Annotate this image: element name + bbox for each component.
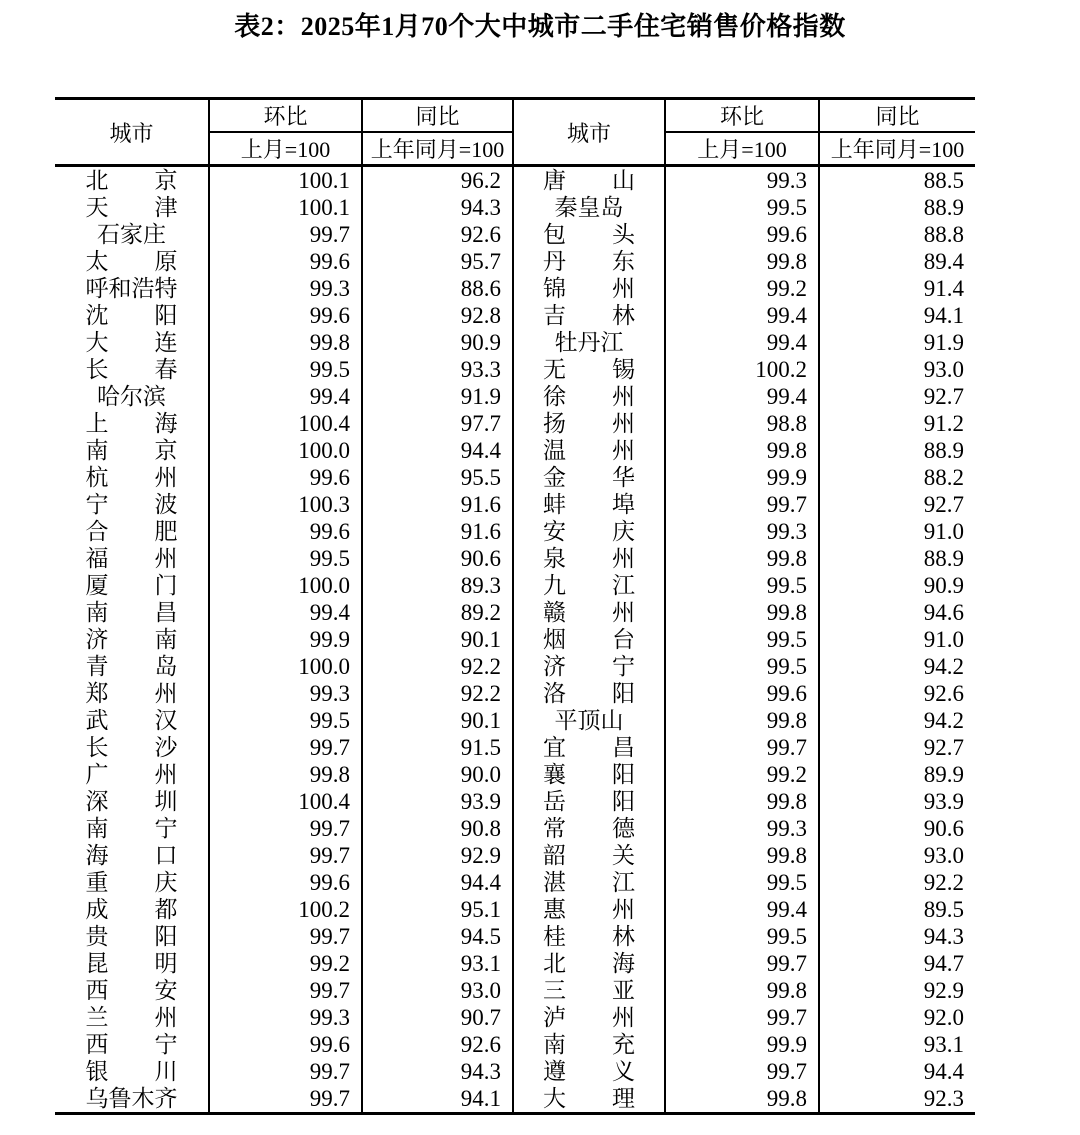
mom-value-cell: 100.2 xyxy=(665,356,819,383)
yoy-value-cell: 89.3 xyxy=(362,572,513,599)
city-cell: 成 都 xyxy=(85,897,178,922)
table-row xyxy=(55,248,975,275)
city-cell: 桂 林 xyxy=(513,923,665,950)
yoy-value-cell: 88.6 xyxy=(362,275,513,302)
mom-value-cell: 99.3 xyxy=(665,166,819,195)
city-cell: 安 庆 xyxy=(513,518,665,545)
mom-value-cell: 100.4 xyxy=(209,788,362,815)
table-row xyxy=(55,734,975,761)
table-row xyxy=(55,626,975,653)
table-row xyxy=(55,653,975,680)
table-row xyxy=(55,815,975,842)
table-row xyxy=(55,518,975,545)
mom-value-cell: 99.7 xyxy=(665,950,819,977)
yoy-value-cell: 91.5 xyxy=(362,734,513,761)
city-cell: 贵 阳 xyxy=(85,924,178,949)
mom-value-cell: 99.4 xyxy=(209,599,362,626)
header-yoy-right: 同比 xyxy=(819,99,975,133)
mom-value-cell: 99.6 xyxy=(209,518,362,545)
mom-value-cell: 99.3 xyxy=(665,518,819,545)
city-cell: 包 头 xyxy=(513,221,665,248)
city-cell: 赣 州 xyxy=(513,599,665,626)
mom-value-cell: 99.8 xyxy=(665,977,819,1004)
yoy-value-cell: 92.2 xyxy=(362,680,513,707)
city-cell: 呼和浩特 xyxy=(85,276,178,301)
yoy-value-cell: 94.1 xyxy=(819,302,975,329)
mom-value-cell: 99.4 xyxy=(665,329,819,356)
city-cell: 宜 昌 xyxy=(513,734,665,761)
header-mom-left: 环比 xyxy=(209,99,362,133)
city-cell: 青 岛 xyxy=(85,654,178,679)
mom-value-cell: 99.6 xyxy=(209,464,362,491)
mom-value-cell: 100.2 xyxy=(209,896,362,923)
mom-value-cell: 99.7 xyxy=(665,491,819,518)
table-row xyxy=(55,1004,975,1031)
city-cell: 襄 阳 xyxy=(513,761,665,788)
city-cell: 徐 州 xyxy=(513,383,665,410)
city-cell: 吉 林 xyxy=(513,302,665,329)
mom-value-cell: 99.2 xyxy=(665,275,819,302)
mom-value-cell: 99.8 xyxy=(665,842,819,869)
table-row xyxy=(55,761,975,788)
table-row xyxy=(55,1031,975,1058)
table-row xyxy=(55,166,975,195)
mom-value-cell: 99.3 xyxy=(209,1004,362,1031)
yoy-value-cell: 90.6 xyxy=(819,815,975,842)
table-row xyxy=(55,950,975,977)
city-cell: 洛 阳 xyxy=(513,680,665,707)
mom-value-cell: 99.7 xyxy=(209,221,362,248)
city-cell: 厦 门 xyxy=(85,573,178,598)
mom-value-cell: 99.8 xyxy=(665,545,819,572)
mom-value-cell: 99.7 xyxy=(665,734,819,761)
city-cell: 遵 义 xyxy=(513,1058,665,1085)
yoy-value-cell: 92.7 xyxy=(819,491,975,518)
yoy-value-cell: 92.8 xyxy=(362,302,513,329)
mom-value-cell: 99.8 xyxy=(209,329,362,356)
city-cell: 丹 东 xyxy=(513,248,665,275)
yoy-value-cell: 90.9 xyxy=(362,329,513,356)
yoy-value-cell: 94.3 xyxy=(362,194,513,221)
table-row xyxy=(55,221,975,248)
mom-value-cell: 100.0 xyxy=(209,572,362,599)
yoy-value-cell: 90.0 xyxy=(362,761,513,788)
mom-value-cell: 99.8 xyxy=(209,761,362,788)
yoy-value-cell: 94.2 xyxy=(819,707,975,734)
mom-value-cell: 99.5 xyxy=(209,545,362,572)
table-row xyxy=(55,977,975,1004)
header-city-right: 城市 xyxy=(513,99,665,166)
city-cell: 杭 州 xyxy=(85,465,178,490)
city-cell: 海 口 xyxy=(85,843,178,868)
city-cell: 九 江 xyxy=(513,572,665,599)
yoy-value-cell: 91.0 xyxy=(819,626,975,653)
city-cell: 沈 阳 xyxy=(85,303,178,328)
yoy-value-cell: 97.7 xyxy=(362,410,513,437)
city-cell: 石家庄 xyxy=(97,222,166,247)
table-row xyxy=(55,680,975,707)
mom-value-cell: 99.7 xyxy=(209,815,362,842)
city-cell: 乌鲁木齐 xyxy=(85,1086,178,1111)
mom-value-cell: 99.2 xyxy=(665,761,819,788)
table-row xyxy=(55,491,975,518)
table-row xyxy=(55,1085,975,1114)
table-row xyxy=(55,329,975,356)
yoy-value-cell: 88.5 xyxy=(819,166,975,195)
yoy-value-cell: 94.7 xyxy=(819,950,975,977)
mom-value-cell: 99.8 xyxy=(665,788,819,815)
yoy-value-cell: 94.4 xyxy=(819,1058,975,1085)
mom-value-cell: 100.1 xyxy=(209,194,362,221)
yoy-value-cell: 88.9 xyxy=(819,194,975,221)
yoy-value-cell: 92.9 xyxy=(819,977,975,1004)
city-cell: 泉 州 xyxy=(513,545,665,572)
mom-value-cell: 99.7 xyxy=(209,977,362,1004)
mom-value-cell: 99.7 xyxy=(209,1058,362,1085)
city-cell: 金 华 xyxy=(513,464,665,491)
yoy-value-cell: 93.0 xyxy=(819,356,975,383)
mom-value-cell: 99.8 xyxy=(665,707,819,734)
city-cell: 惠 州 xyxy=(513,896,665,923)
mom-value-cell: 99.7 xyxy=(665,1004,819,1031)
yoy-value-cell: 95.5 xyxy=(362,464,513,491)
mom-value-cell: 99.8 xyxy=(665,599,819,626)
yoy-value-cell: 90.1 xyxy=(362,707,513,734)
city-cell: 韶 关 xyxy=(513,842,665,869)
table-row xyxy=(55,383,975,410)
yoy-value-cell: 89.5 xyxy=(819,896,975,923)
yoy-value-cell: 93.0 xyxy=(362,977,513,1004)
mom-value-cell: 99.8 xyxy=(665,1085,819,1114)
table-row xyxy=(55,896,975,923)
yoy-value-cell: 92.6 xyxy=(362,1031,513,1058)
yoy-value-cell: 90.9 xyxy=(819,572,975,599)
table-row xyxy=(55,707,975,734)
table-row xyxy=(55,464,975,491)
yoy-value-cell: 92.7 xyxy=(819,383,975,410)
mom-value-cell: 100.4 xyxy=(209,410,362,437)
mom-value-cell: 100.3 xyxy=(209,491,362,518)
mom-value-cell: 99.7 xyxy=(209,923,362,950)
city-cell: 济 南 xyxy=(85,627,178,652)
yoy-value-cell: 92.3 xyxy=(819,1085,975,1114)
table-row xyxy=(55,302,975,329)
yoy-value-cell: 90.8 xyxy=(362,815,513,842)
city-cell: 南 充 xyxy=(513,1031,665,1058)
city-cell: 重 庆 xyxy=(85,870,178,895)
mom-value-cell: 99.9 xyxy=(665,1031,819,1058)
table-row xyxy=(55,410,975,437)
city-cell: 牡丹江 xyxy=(513,329,665,356)
city-cell: 常 德 xyxy=(513,815,665,842)
table-row xyxy=(55,194,975,221)
yoy-value-cell: 88.8 xyxy=(819,221,975,248)
mom-value-cell: 99.9 xyxy=(665,464,819,491)
city-cell: 湛 江 xyxy=(513,869,665,896)
yoy-value-cell: 94.4 xyxy=(362,869,513,896)
mom-value-cell: 99.4 xyxy=(665,302,819,329)
city-cell: 三 亚 xyxy=(513,977,665,1004)
mom-value-cell: 99.3 xyxy=(209,275,362,302)
city-cell: 哈尔滨 xyxy=(97,384,166,409)
table-row xyxy=(55,1058,975,1085)
yoy-value-cell: 94.1 xyxy=(362,1085,513,1114)
header-yoy-base-left: 上年同月=100 xyxy=(362,132,513,166)
city-cell: 蚌 埠 xyxy=(513,491,665,518)
yoy-value-cell: 91.6 xyxy=(362,491,513,518)
header-mom-right: 环比 xyxy=(665,99,819,133)
yoy-value-cell: 91.2 xyxy=(819,410,975,437)
yoy-value-cell: 96.2 xyxy=(362,166,513,195)
mom-value-cell: 99.7 xyxy=(209,842,362,869)
mom-value-cell: 99.6 xyxy=(665,680,819,707)
mom-value-cell: 99.7 xyxy=(209,1085,362,1114)
yoy-value-cell: 93.3 xyxy=(362,356,513,383)
table-body xyxy=(55,166,975,1114)
city-cell: 西 宁 xyxy=(85,1032,178,1057)
city-cell: 大 连 xyxy=(85,330,178,355)
city-cell: 昆 明 xyxy=(85,951,178,976)
mom-value-cell: 99.4 xyxy=(209,383,362,410)
header-mom-base-left: 上月=100 xyxy=(209,132,362,166)
yoy-value-cell: 92.9 xyxy=(362,842,513,869)
city-cell: 上 海 xyxy=(85,411,178,436)
mom-value-cell: 99.7 xyxy=(665,1058,819,1085)
city-cell: 长 春 xyxy=(85,357,178,382)
yoy-value-cell: 92.6 xyxy=(362,221,513,248)
yoy-value-cell: 92.6 xyxy=(819,680,975,707)
yoy-value-cell: 94.3 xyxy=(362,1058,513,1085)
mom-value-cell: 99.6 xyxy=(209,302,362,329)
city-cell: 深 圳 xyxy=(85,789,178,814)
mom-value-cell: 99.8 xyxy=(665,248,819,275)
city-cell: 平顶山 xyxy=(513,707,665,734)
table-row xyxy=(55,923,975,950)
table-row xyxy=(55,788,975,815)
city-cell: 天 津 xyxy=(85,195,178,220)
mom-value-cell: 99.5 xyxy=(665,923,819,950)
city-cell: 广 州 xyxy=(85,762,178,787)
mom-value-cell: 100.0 xyxy=(209,437,362,464)
mom-value-cell: 98.8 xyxy=(665,410,819,437)
table-row xyxy=(55,356,975,383)
city-cell: 济 宁 xyxy=(513,653,665,680)
table-row xyxy=(55,275,975,302)
yoy-value-cell: 91.4 xyxy=(819,275,975,302)
yoy-value-cell: 94.3 xyxy=(819,923,975,950)
table-row xyxy=(55,869,975,896)
table-header xyxy=(55,99,975,166)
city-cell: 无 锡 xyxy=(513,356,665,383)
yoy-value-cell: 94.6 xyxy=(819,599,975,626)
yoy-value-cell: 88.2 xyxy=(819,464,975,491)
city-cell: 兰 州 xyxy=(85,1005,178,1030)
table-row xyxy=(55,545,975,572)
header-yoy-left: 同比 xyxy=(362,99,513,133)
mom-value-cell: 99.5 xyxy=(665,194,819,221)
table-row xyxy=(55,599,975,626)
mom-value-cell: 99.7 xyxy=(209,734,362,761)
city-cell: 武 汉 xyxy=(85,708,178,733)
header-yoy-base-right: 上年同月=100 xyxy=(819,132,975,166)
mom-value-cell: 99.6 xyxy=(665,221,819,248)
mom-value-cell: 99.4 xyxy=(665,896,819,923)
yoy-value-cell: 91.9 xyxy=(362,383,513,410)
city-cell: 合 肥 xyxy=(85,519,178,544)
yoy-value-cell: 94.4 xyxy=(362,437,513,464)
mom-value-cell: 100.0 xyxy=(209,653,362,680)
city-cell: 温 州 xyxy=(513,437,665,464)
mom-value-cell: 99.5 xyxy=(209,707,362,734)
yoy-value-cell: 89.4 xyxy=(819,248,975,275)
city-cell: 长 沙 xyxy=(85,735,178,760)
table-row xyxy=(55,842,975,869)
header-mom-base-right: 上月=100 xyxy=(665,132,819,166)
yoy-value-cell: 90.7 xyxy=(362,1004,513,1031)
mom-value-cell: 99.5 xyxy=(665,626,819,653)
yoy-value-cell: 95.7 xyxy=(362,248,513,275)
city-cell: 福 州 xyxy=(85,546,178,571)
table-row xyxy=(55,437,975,464)
city-cell: 太 原 xyxy=(85,249,178,274)
city-cell: 扬 州 xyxy=(513,410,665,437)
yoy-value-cell: 92.7 xyxy=(819,734,975,761)
city-cell: 岳 阳 xyxy=(513,788,665,815)
city-cell: 泸 州 xyxy=(513,1004,665,1031)
city-cell: 锦 州 xyxy=(513,275,665,302)
yoy-value-cell: 89.9 xyxy=(819,761,975,788)
city-cell: 秦皇岛 xyxy=(513,194,665,221)
mom-value-cell: 99.6 xyxy=(209,248,362,275)
yoy-value-cell: 88.9 xyxy=(819,545,975,572)
mom-value-cell: 99.3 xyxy=(209,680,362,707)
city-cell: 唐 山 xyxy=(513,166,665,195)
mom-value-cell: 99.3 xyxy=(665,815,819,842)
yoy-value-cell: 92.0 xyxy=(819,1004,975,1031)
city-cell: 宁 波 xyxy=(85,492,178,517)
table-row xyxy=(55,572,975,599)
mom-value-cell: 99.6 xyxy=(209,1031,362,1058)
yoy-value-cell: 88.9 xyxy=(819,437,975,464)
city-cell: 大 理 xyxy=(513,1085,665,1114)
yoy-value-cell: 91.0 xyxy=(819,518,975,545)
mom-value-cell: 99.5 xyxy=(209,356,362,383)
yoy-value-cell: 95.1 xyxy=(362,896,513,923)
price-index-table xyxy=(55,97,975,1115)
city-cell: 南 宁 xyxy=(85,816,178,841)
city-cell: 烟 台 xyxy=(513,626,665,653)
header-city-left: 城市 xyxy=(55,99,209,166)
city-cell: 南 京 xyxy=(85,438,178,463)
mom-value-cell: 99.5 xyxy=(665,572,819,599)
yoy-value-cell: 93.9 xyxy=(362,788,513,815)
mom-value-cell: 99.8 xyxy=(665,437,819,464)
yoy-value-cell: 89.2 xyxy=(362,599,513,626)
city-cell: 郑 州 xyxy=(85,681,178,706)
mom-value-cell: 100.1 xyxy=(209,166,362,195)
city-cell: 西 安 xyxy=(85,978,178,1003)
yoy-value-cell: 92.2 xyxy=(819,869,975,896)
yoy-value-cell: 91.9 xyxy=(819,329,975,356)
yoy-value-cell: 94.2 xyxy=(819,653,975,680)
mom-value-cell: 99.5 xyxy=(665,653,819,680)
city-cell: 北 海 xyxy=(513,950,665,977)
city-cell: 北 京 xyxy=(85,168,178,193)
mom-value-cell: 99.5 xyxy=(665,869,819,896)
mom-value-cell: 99.2 xyxy=(209,950,362,977)
yoy-value-cell: 93.1 xyxy=(362,950,513,977)
city-cell: 南 昌 xyxy=(85,600,178,625)
yoy-value-cell: 93.0 xyxy=(819,842,975,869)
yoy-value-cell: 93.9 xyxy=(819,788,975,815)
mom-value-cell: 99.6 xyxy=(209,869,362,896)
yoy-value-cell: 90.6 xyxy=(362,545,513,572)
yoy-value-cell: 92.2 xyxy=(362,653,513,680)
yoy-value-cell: 94.5 xyxy=(362,923,513,950)
mom-value-cell: 99.4 xyxy=(665,383,819,410)
table-title: 表2：2025年1月70个大中城市二手住宅销售价格指数 xyxy=(234,12,846,41)
mom-value-cell: 99.9 xyxy=(209,626,362,653)
city-cell: 银 川 xyxy=(85,1059,178,1084)
yoy-value-cell: 91.6 xyxy=(362,518,513,545)
yoy-value-cell: 90.1 xyxy=(362,626,513,653)
yoy-value-cell: 93.1 xyxy=(819,1031,975,1058)
